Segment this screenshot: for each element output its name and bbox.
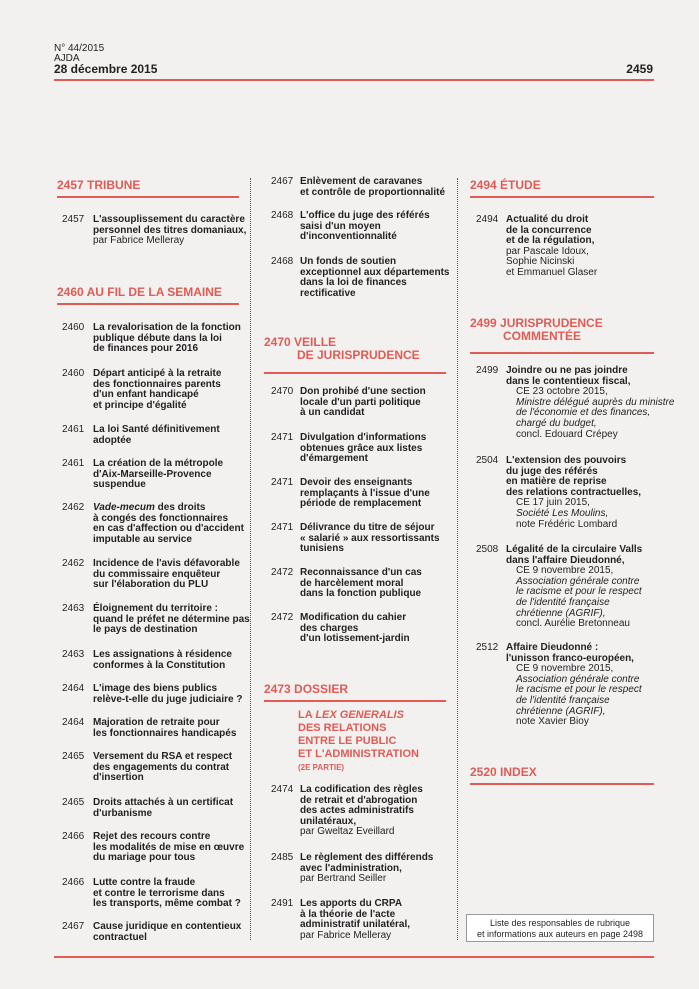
section-rule — [470, 352, 654, 354]
section-heading-index: 2520 INDEX — [470, 765, 537, 779]
toc-entry-title: La revalorisation de la fonction — [93, 322, 241, 333]
toc-entry-title: Le règlement des différends — [300, 852, 434, 863]
toc-entry-title: et contre le terrorisme dans — [93, 887, 225, 899]
toc-entry-title: du juge des référés — [506, 465, 598, 477]
toc-entry-title: dans l'affaire Dieudonné, — [506, 554, 625, 566]
toc-entry-page: 2494 — [476, 214, 499, 225]
toc-entry-author: par Gweltaz Eveillard — [300, 826, 395, 838]
jurisprudence-heading-line-2: COMMENTÉE — [503, 329, 581, 343]
toc-entry-title: les modalités de mise en œuvre — [93, 841, 245, 853]
dossier-title-line: DES RELATIONS — [298, 722, 387, 734]
toc-entry-case-name: le racisme et pour le respect — [516, 586, 642, 598]
page-number: 2459 — [626, 62, 653, 76]
toc-entry-case-name: Société Les Moulins, — [516, 507, 609, 519]
toc-entry-author: par Fabrice Melleray — [93, 235, 185, 247]
toc-entry-page: 2460 — [62, 322, 85, 333]
toc-entry-title: suspendue — [93, 479, 146, 491]
toc-entry-title — [93, 503, 244, 514]
toc-entry-title: en matière de reprise — [506, 476, 607, 488]
toc-entry-title: Les assignations à résidence — [93, 649, 232, 660]
toc-entry-title: des relations contractuelles, — [506, 486, 642, 498]
header-rule — [54, 79, 654, 81]
toc-entry-title: Lutte contre la fraude — [93, 877, 196, 888]
dossier-title-italic: LEX GENERALIS — [315, 709, 404, 721]
toc-entry-title: et de la régulation, — [506, 235, 595, 247]
toc-entry-page: 2491 — [271, 898, 294, 909]
toc-entry-title: dans la loi de finances — [300, 277, 407, 289]
section-rule — [264, 700, 446, 702]
toc-entry-title: conformes à la Constitution — [93, 659, 226, 671]
toc-entry-title: Actualité du droit — [506, 214, 589, 225]
toc-entry-title: Divulgation d'informations — [300, 432, 427, 443]
toc-entry-page: 2463 — [62, 603, 85, 614]
toc-entry-case-name: Ministre délégué auprès du ministre — [516, 396, 675, 408]
toc-entry-title: imputable au service — [93, 533, 192, 545]
dossier-title-line: ENTRE LE PUBLIC — [298, 735, 397, 747]
toc-entry-title: à un candidat — [300, 407, 365, 419]
toc-entry-title: Éloignement du territoire : — [93, 603, 219, 614]
toc-entry-case-name: Association générale contre — [516, 575, 640, 587]
toc-entry-page: 2461 — [62, 424, 85, 435]
toc-entry-title: rectificative — [300, 287, 356, 299]
toc-entry-case-name: chrétienne (AGRIF), — [516, 705, 606, 717]
toc-entry-title: unilatéraux, — [300, 815, 357, 827]
toc-entry-page: 2465 — [62, 751, 85, 762]
toc-entry-title: de harcèlement moral — [300, 577, 404, 589]
toc-entry-title: L'image des biens publics — [93, 683, 218, 694]
toc-entry-title: personnel des titres domaniaux, — [93, 224, 247, 236]
toc-entry-title: contractuel — [93, 931, 147, 943]
toc-entry-case-name: chargé du budget, — [516, 417, 597, 429]
section-rule — [57, 196, 239, 198]
toc-entry-author: note Xavier Bioy — [516, 716, 589, 728]
section-heading-tribune: 2457 TRIBUNE — [57, 178, 141, 192]
section-rule — [470, 783, 654, 785]
footer-rule — [54, 956, 654, 958]
issue-date: 28 décembre 2015 — [54, 62, 158, 76]
toc-entry-title: à la théorie de l'acte — [300, 908, 396, 920]
section-heading-veille — [264, 336, 420, 362]
toc-entry-author: par Bertrand Seiller — [300, 873, 387, 885]
toc-entry-page: 2466 — [62, 877, 85, 888]
toc-entry-title: Versement du RSA et respect — [93, 751, 233, 762]
toc-entry-title: tunisiens — [300, 543, 344, 555]
toc-entry-title: d'émargement — [300, 453, 368, 465]
toc-entry-title: locale d'un parti politique — [300, 396, 421, 408]
toc-entry-title: et contrôle de proportionnalité — [300, 186, 446, 198]
veille-heading-line-2: DE JURISPRUDENCE — [297, 348, 420, 362]
toc-entry-title: Enlèvement de caravanes — [300, 176, 423, 187]
veille-heading-line-1: 2470 VEILLE — [264, 335, 337, 349]
column-divider-2 — [457, 178, 458, 940]
toc-entry-title: Rejet des recours contre — [93, 831, 211, 842]
section-rule — [264, 372, 446, 374]
toc-entry-title-rest: des droits — [154, 502, 206, 513]
toc-entry-case-name: chrétienne (AGRIF), — [516, 607, 606, 619]
toc-entry-author: Sophie Nicinski — [506, 256, 575, 268]
toc-entry-title-italic: Vade-mecum — [93, 502, 155, 513]
section-rule — [470, 196, 654, 198]
toc-entry-page: 2464 — [62, 683, 85, 694]
section-heading-semaine: 2460 AU FIL DE LA SEMAINE — [57, 285, 222, 299]
dossier-title-pre: LA — [298, 709, 316, 721]
notice-line: et informations aux auteurs en page 2498 — [476, 929, 644, 939]
toc-entry-title: du mariage pour tous — [93, 852, 196, 864]
toc-entry-title: administratif unilatéral, — [300, 919, 411, 931]
toc-entry-title: sur l'élaboration du PLU — [93, 579, 209, 591]
toc-entry-title: Reconnaissance d'un cas — [300, 567, 422, 578]
toc-entry-author: concl. Aurélie Bretonneau — [516, 618, 630, 630]
toc-entry-reference: CE 9 novembre 2015, — [516, 565, 614, 577]
toc-entry-title: Droits attachés à un certificat — [93, 797, 234, 808]
toc-entry-page: 2472 — [271, 612, 294, 623]
dossier-title-line: ET L'ADMINISTRATION — [298, 748, 419, 760]
column-divider-1 — [250, 178, 251, 940]
section-heading-dossier: 2473 DOSSIER — [264, 682, 349, 696]
toc-entry-title: Affaire Dieudonné : — [506, 642, 599, 653]
toc-entry-title: avec l'administration, — [300, 862, 402, 874]
toc-entry-page: 2485 — [271, 852, 294, 863]
toc-entry-page: 2468 — [271, 210, 294, 221]
toc-entry-title: de retrait et d'abrogation — [300, 794, 418, 806]
section-heading-jurisprudence — [470, 317, 603, 343]
toc-entry-title: des engagements du contrat — [93, 761, 230, 773]
toc-entry-title: Légalité de la circulaire Valls — [506, 544, 643, 555]
toc-entry-title: du commissaire enquêteur — [93, 568, 221, 580]
toc-entry-case-name: le racisme et pour le respect — [516, 684, 642, 696]
toc-entry-page: 2474 — [271, 784, 294, 795]
toc-entry-title: de la concurrence — [506, 224, 592, 236]
toc-entry-title: remplaçants à l'issue d'une — [300, 487, 430, 499]
toc-entry-title: d'inconventionnalité — [300, 231, 397, 243]
toc-entry-title: La création de la métropole — [93, 458, 224, 469]
toc-entry-title: La codification des règles — [300, 784, 423, 795]
toc-entry-title: les fonctionnaires handicapés — [93, 727, 237, 739]
toc-entry-title: Modification du cahier — [300, 612, 407, 623]
section-heading-etude: 2494 ÉTUDE — [470, 178, 541, 192]
toc-entry-title: Un fonds de soutien — [300, 256, 397, 267]
toc-entry-title: Don prohibé d'une section — [300, 386, 426, 397]
toc-entry-author: par Fabrice Melleray — [300, 929, 392, 941]
toc-entry-title: publique débute dans la loi — [93, 332, 222, 344]
toc-entry-title: relève-t-elle du juge judiciaire ? — [93, 693, 243, 705]
toc-entry-page: 2465 — [62, 797, 85, 808]
dossier-title — [298, 709, 419, 774]
contributors-notice — [466, 914, 654, 942]
toc-entry-page: 2504 — [476, 455, 499, 466]
toc-entry-case-name: de l'économie et des finances, — [516, 407, 651, 419]
toc-entry-author: par Pascale Idoux, — [506, 245, 589, 257]
toc-entry-title: Les apports du CRPA — [300, 898, 403, 909]
toc-entry-case-name: de l'identité française — [516, 596, 610, 608]
toc-entry-title: dans le contentieux fiscal, — [506, 375, 631, 387]
toc-entry-page: 2457 — [62, 214, 85, 225]
toc-entry-title: d'Aix-Marseille-Provence — [93, 468, 212, 480]
toc-entry-title: Délivrance du titre de séjour — [300, 522, 435, 533]
toc-entry-title: d'un enfant handicapé — [93, 389, 199, 401]
toc-entry-page: 2471 — [271, 477, 294, 488]
toc-entry-page: 2471 — [271, 432, 294, 443]
toc-entry-page: 2462 — [62, 502, 85, 513]
issue-number: N° 44/2015 — [54, 43, 105, 54]
toc-entry-title: d'un lotissement-jardin — [300, 633, 410, 645]
toc-entry-case-name: Association générale contre — [516, 673, 640, 685]
toc-entry-page: 2512 — [476, 642, 499, 653]
toc-entry-title: période de remplacement — [300, 498, 422, 510]
toc-entry-page: 2466 — [62, 831, 85, 842]
toc-entry-title: obtenues grâce aux listes — [300, 442, 423, 454]
dossier-part: (2E PARTIE) — [298, 763, 345, 772]
toc-entry-title: les transports, même combat ? — [93, 898, 241, 910]
toc-entry-page: 2470 — [271, 386, 294, 397]
toc-entry-page: 2508 — [476, 544, 499, 555]
toc-entry-page: 2462 — [62, 558, 85, 569]
toc-entry-title: de finances pour 2016 — [93, 343, 199, 355]
toc-entry-title: saisi d'un moyen — [300, 220, 381, 232]
toc-entry-reference: CE 23 octobre 2015, — [516, 386, 608, 398]
toc-entry-title: La loi Santé définitivement — [93, 424, 220, 435]
toc-entry-page: 2467 — [62, 921, 85, 932]
toc-entry-case-name: de l'identité française — [516, 694, 610, 706]
toc-entry-title: et principe d'égalité — [93, 399, 187, 411]
toc-entry-author: note Frédéric Lombard — [516, 518, 618, 530]
toc-entry-author: et Emmanuel Glaser — [506, 266, 598, 278]
journal-name: AJDA — [54, 53, 80, 64]
toc-entry-page: 2499 — [476, 365, 499, 376]
toc-entry-title: Cause juridique en contentieux — [93, 921, 242, 932]
toc-entry-title: L'extension des pouvoirs — [506, 455, 627, 466]
toc-entry-reference: CE 9 novembre 2015, — [516, 663, 614, 675]
toc-entry-title: dans la fonction publique — [300, 588, 422, 600]
toc-entry-title: Majoration de retraite pour — [93, 717, 220, 728]
toc-entry-author: concl. Edouard Crépey — [516, 428, 618, 440]
toc-entry-page: 2463 — [62, 649, 85, 660]
jurisprudence-heading-line-1: 2499 JURISPRUDENCE — [470, 316, 603, 330]
toc-entry-page: 2472 — [271, 567, 294, 578]
toc-entry-reference: CE 17 juin 2015, — [516, 497, 590, 509]
toc-entry-title: d'insertion — [93, 772, 144, 784]
toc-entry-title: à congés des fonctionnaires — [93, 512, 229, 524]
toc-entry-title: exceptionnel aux départements — [300, 266, 450, 278]
toc-entry-title: Joindre ou ne pas joindre — [506, 365, 628, 376]
toc-entry-title: L'office du juge des référés — [300, 210, 430, 221]
toc-entry-title: des fonctionnaires parents — [93, 378, 221, 390]
toc-entry-page: 2460 — [62, 368, 85, 379]
toc-entry-title: en cas d'affection ou d'accident — [93, 523, 244, 535]
toc-entry-page: 2464 — [62, 717, 85, 728]
toc-entry-title: des charges — [300, 622, 359, 634]
notice-line: Liste des responsables de rubrique — [489, 918, 631, 928]
toc-entry-title: Incidence de l'avis défavorable — [93, 558, 240, 569]
toc-entry-title: Devoir des enseignants — [300, 477, 413, 488]
toc-entry-title: « salarié » aux ressortissants — [300, 532, 440, 544]
section-rule — [57, 303, 239, 305]
toc-entry-title: d'urbanisme — [93, 807, 153, 819]
toc-entry-title: l'unisson franco-européen, — [506, 652, 634, 664]
toc-entry-title: des actes administratifs — [300, 805, 414, 817]
toc-entry-title: quand le préfet ne détermine pas — [93, 613, 250, 625]
toc-entry-title: le pays de destination — [93, 624, 198, 636]
toc-entry-page: 2467 — [271, 176, 294, 187]
toc-entry-title: adoptée — [93, 434, 132, 446]
toc-entry-title: Départ anticipé à la retraite — [93, 368, 222, 379]
toc-entry-page: 2468 — [271, 256, 294, 267]
toc-entry-page: 2461 — [62, 458, 85, 469]
toc-entry-page: 2471 — [271, 522, 294, 533]
toc-entry-title: L'assouplissement du caractère — [93, 214, 245, 225]
